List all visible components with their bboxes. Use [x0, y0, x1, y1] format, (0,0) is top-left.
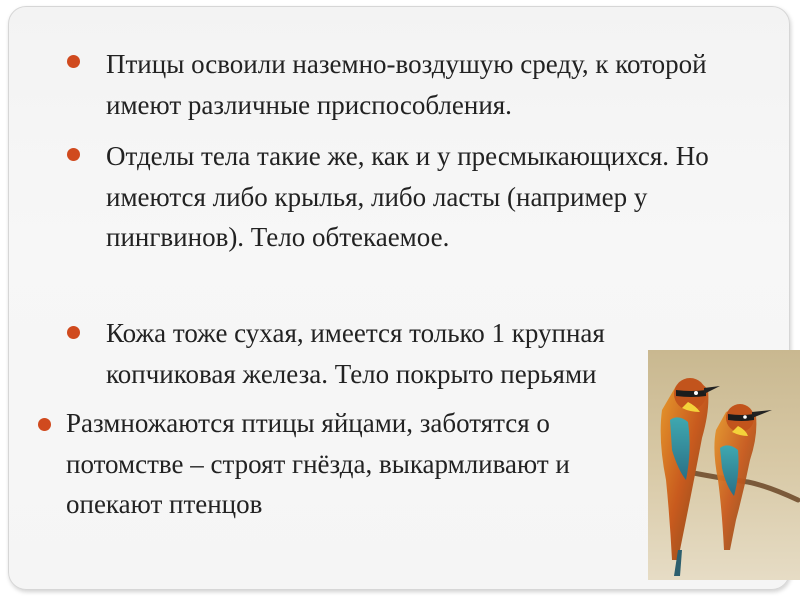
- bullet-dot: [38, 418, 51, 431]
- bullet-text: Отделы тела такие же, как и у пресмыкающихся. Но имеются либо крылья, либо ласты (например у пингвинов). Тело обтекаемое.: [106, 141, 709, 252]
- bullet-text: Птицы освоили наземно-воздушую среду, к которой имеют различные приспособления.: [106, 49, 707, 120]
- bullet-dot: [67, 55, 80, 68]
- bullet-dot: [67, 326, 80, 339]
- bullet-dot: [67, 148, 80, 161]
- bullet-text: Размножаются птицы яйцами, заботятся о потомстве – строят гнёзда, выкармливают и опекают птенцов: [66, 408, 570, 519]
- bee-eaters-photo: [648, 350, 800, 580]
- bullet-text: Кожа тоже сухая, имеется только 1 крупная копчиковая железа. Тело покрыто перьями: [106, 318, 605, 389]
